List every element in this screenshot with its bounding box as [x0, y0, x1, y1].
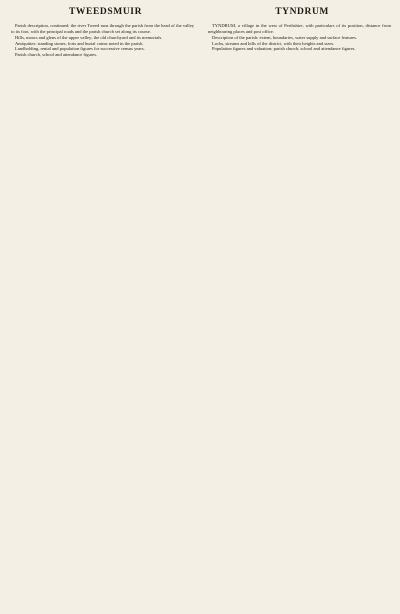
paragraph: Parish description, continued: the river Tweed runs through the parish from the head of the valley to its foot, with the principal roads and the parish church set along its course. [11, 23, 194, 34]
paragraph: TYNDRUM, a village in the west of Perthshire, with particulars of its position, distance from neighbouring places and post office. [208, 23, 391, 34]
paragraph: Population figures and valuation; parish church, school and attendance figures. [212, 46, 356, 52]
paragraph: Parish church, school and attendance figures. [15, 52, 98, 58]
page-numbers [0, 601, 400, 610]
left-column [11, 23, 194, 595]
running-head-right: TYNDRUM [275, 7, 329, 17]
paragraph: Lochs, streams and hills of the district, with their heights and sizes. [212, 40, 335, 46]
right-column [208, 23, 391, 595]
running-head [11, 6, 391, 20]
paragraph: Landholding, rental and population figures for successive census years. [15, 46, 145, 52]
paragraph: Description of the parish: extent, boundaries, water supply and surface features. [212, 34, 358, 40]
running-head-left: TWEEDSMUIR [69, 7, 143, 17]
text-columns [11, 23, 391, 595]
paragraph: Hills, moors and glens of the upper valley; the old churchyard and its memorials. [15, 34, 163, 40]
paragraph: Antiquities: standing stones, forts and burial cairns noted in the parish. [15, 40, 144, 46]
